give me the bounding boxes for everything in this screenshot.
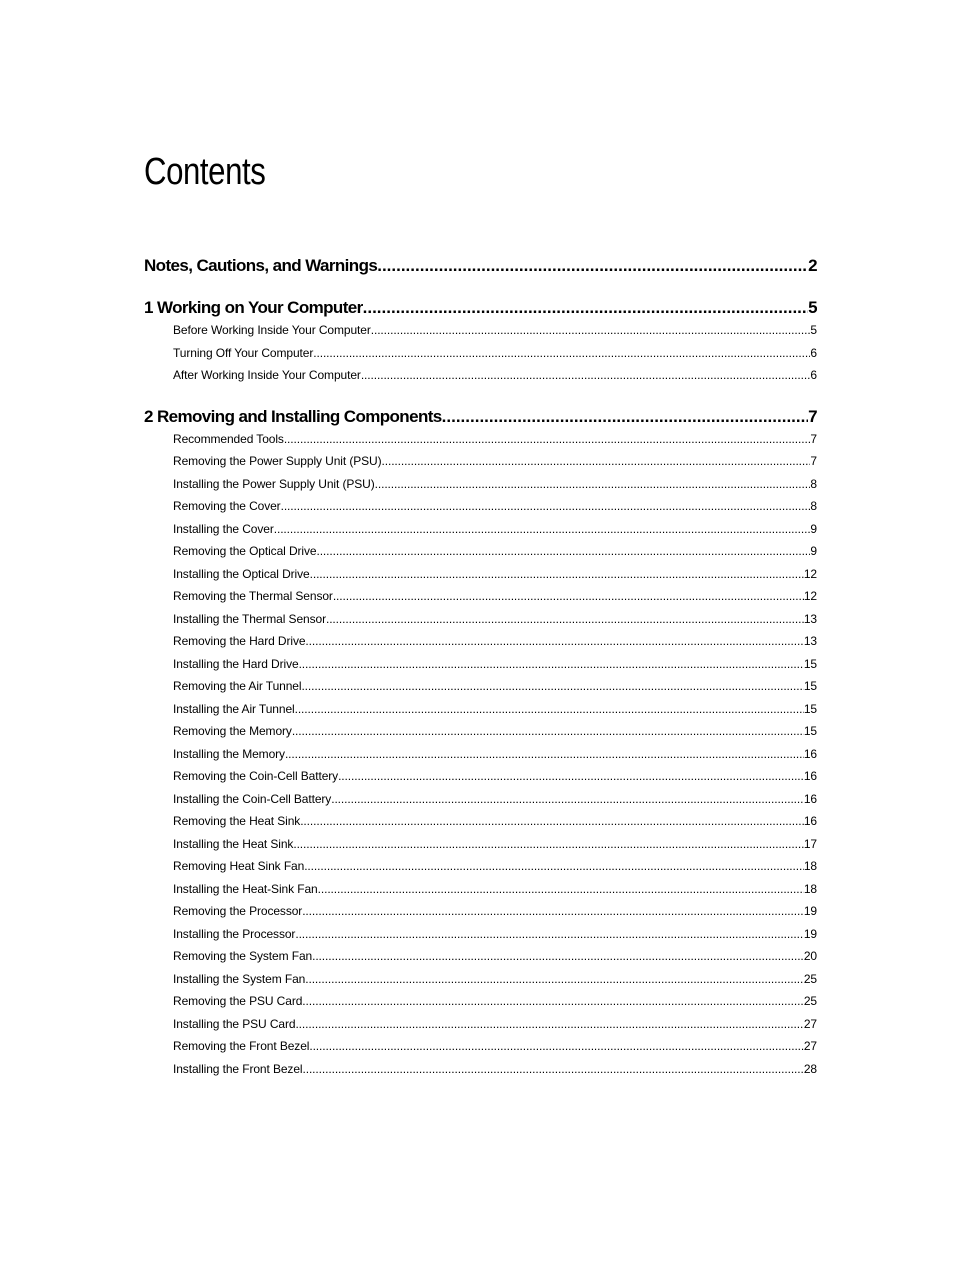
toc-section-title: Turning Off Your Computer — [173, 345, 314, 360]
toc-page-number: 5 — [808, 298, 817, 317]
toc-section-title: Installing the Air Tunnel — [173, 701, 295, 716]
dot-leader — [382, 450, 811, 473]
toc-section-entry[interactable] — [144, 540, 817, 563]
toc-section-title: Installing the Processor — [173, 926, 296, 941]
toc-page-number: 16 — [803, 769, 817, 783]
toc-page-number: 27 — [803, 1016, 817, 1031]
toc-section-title: Removing Heat Sink Fan — [173, 859, 305, 873]
toc-section-title: Removing the Air Tunnel — [173, 679, 302, 693]
toc-section-entry[interactable] — [144, 428, 817, 451]
dot-leader — [338, 765, 804, 788]
dot-leader — [333, 585, 804, 608]
toc-section-entry[interactable] — [144, 630, 817, 653]
toc-section-entry[interactable] — [144, 495, 817, 518]
toc-page-number: 27 — [803, 1039, 817, 1053]
toc-chapter-title: Notes, Cautions, and Warnings — [144, 256, 378, 275]
toc-section-title: Installing the Thermal Sensor — [173, 611, 326, 626]
toc-section-title: Installing the System Fan — [173, 971, 306, 986]
toc-page-number: 19 — [803, 904, 817, 918]
toc-section-title: Removing the Front Bezel — [173, 1039, 310, 1053]
toc-section-entry[interactable] — [144, 450, 817, 473]
toc-section-title: Removing the Cover — [173, 499, 281, 513]
toc-section-title: Removing the Processor — [173, 904, 303, 918]
toc-chapter-entry[interactable] — [144, 255, 817, 277]
toc-page-number: 8 — [810, 476, 817, 491]
dot-leader — [304, 855, 804, 878]
table-of-contents — [144, 255, 817, 1080]
toc-section-title: Removing the Hard Drive — [173, 634, 306, 648]
toc-section-entry[interactable] — [144, 788, 817, 811]
toc-section-title: Removing the Coin-Cell Battery — [173, 769, 339, 783]
toc-section-title: Removing the PSU Card — [173, 994, 303, 1008]
dot-leader — [363, 297, 809, 319]
toc-section-title: Installing the Power Supply Unit (PSU) — [173, 476, 375, 491]
toc-section-title: Recommended Tools — [173, 431, 284, 446]
dot-leader — [301, 675, 803, 698]
toc-page-number: 16 — [803, 791, 817, 806]
toc-section-title: Removing the Heat Sink — [173, 814, 301, 828]
toc-section-entry[interactable] — [144, 855, 817, 878]
toc-section-title: Installing the Coin-Cell Battery — [173, 791, 332, 806]
dot-leader — [285, 743, 804, 766]
toc-page-number: 28 — [803, 1061, 817, 1076]
toc-section-entry[interactable] — [144, 342, 817, 365]
dot-leader — [377, 255, 808, 277]
toc-section-entry[interactable] — [144, 1013, 817, 1036]
dot-leader — [305, 630, 803, 653]
toc-section-entry[interactable] — [144, 945, 817, 968]
toc-section-entry[interactable] — [144, 1035, 817, 1058]
toc-page-number: 15 — [803, 701, 817, 716]
toc-page-number: 18 — [803, 881, 817, 896]
toc-section-entry[interactable] — [144, 968, 817, 991]
toc-page-number: 16 — [803, 746, 817, 761]
dot-leader — [284, 428, 811, 451]
toc-section-entry[interactable] — [144, 319, 817, 342]
toc-page-number: 17 — [803, 836, 817, 851]
toc-section-entry[interactable] — [144, 653, 817, 676]
toc-section-entry[interactable] — [144, 878, 817, 901]
toc-page-number: 15 — [803, 679, 817, 693]
dot-leader — [295, 698, 804, 721]
dot-leader — [375, 473, 811, 496]
toc-section-entry[interactable] — [144, 765, 817, 788]
toc-page-number: 6 — [810, 345, 817, 360]
toc-page-number: 25 — [803, 971, 817, 986]
toc-page-number: 7 — [810, 431, 817, 446]
dot-leader — [326, 608, 804, 631]
toc-section-entry[interactable] — [144, 473, 817, 496]
toc-section-title: Removing the System Fan — [173, 949, 313, 963]
toc-section-title: Installing the Heat-Sink Fan — [173, 881, 318, 896]
dot-leader — [309, 1035, 804, 1058]
dot-leader — [305, 968, 804, 991]
dot-leader — [371, 319, 811, 342]
toc-section-title: Removing the Thermal Sensor — [173, 589, 333, 603]
toc-section-entry[interactable] — [144, 833, 817, 856]
dot-leader — [318, 878, 804, 901]
toc-page-number: 13 — [803, 634, 817, 648]
toc-section-title: Installing the Optical Drive — [173, 566, 310, 581]
toc-page-number: 9 — [810, 544, 817, 558]
dot-leader — [300, 810, 804, 833]
toc-page-number: 6 — [810, 368, 817, 382]
toc-section-entry[interactable] — [144, 990, 817, 1013]
dot-leader — [442, 406, 808, 428]
dot-leader — [274, 518, 811, 541]
dot-leader — [295, 1013, 803, 1036]
toc-section-entry[interactable] — [144, 720, 817, 743]
dot-leader — [281, 495, 811, 518]
toc-section-title: Installing the PSU Card — [173, 1016, 296, 1031]
toc-page-number: 2 — [808, 256, 817, 275]
toc-page-number: 20 — [803, 949, 817, 963]
dot-leader — [292, 720, 804, 743]
dot-leader — [312, 945, 804, 968]
toc-section-entry[interactable] — [144, 675, 817, 698]
toc-page-number: 7 — [808, 406, 817, 426]
toc-section-entry[interactable] — [144, 1058, 817, 1081]
dot-leader — [295, 923, 804, 946]
toc-page-number: 13 — [803, 611, 817, 626]
toc-section-entry[interactable] — [144, 810, 817, 833]
toc-section-entry[interactable] — [144, 743, 817, 766]
toc-section-entry[interactable] — [144, 585, 817, 608]
page-title: Contents — [144, 151, 266, 193]
dot-leader — [361, 364, 811, 387]
toc-section-title: Removing the Power Supply Unit (PSU) — [173, 454, 382, 468]
toc-section-entry[interactable] — [144, 518, 817, 541]
toc-section-title: Installing the Heat Sink — [173, 836, 294, 851]
toc-chapter-entry[interactable] — [144, 406, 817, 428]
toc-chapter-title: 1 Working on Your Computer — [144, 298, 363, 317]
toc-page-number: 7 — [810, 454, 817, 468]
toc-section-title: Removing the Memory — [173, 724, 292, 738]
toc-page-number: 19 — [803, 926, 817, 941]
toc-section-title: Installing the Cover — [173, 521, 274, 536]
dot-leader — [316, 540, 810, 563]
dot-leader — [293, 833, 804, 856]
toc-page-number: 8 — [810, 499, 817, 513]
dot-leader — [302, 990, 804, 1013]
toc-page-number: 25 — [803, 994, 817, 1008]
toc-page-number: 12 — [803, 589, 817, 603]
toc-section-title: Before Working Inside Your Computer — [173, 323, 371, 337]
toc-section-entry[interactable] — [144, 563, 817, 586]
toc-page-number: 18 — [803, 859, 817, 873]
dot-leader — [302, 1058, 803, 1081]
dot-leader — [299, 653, 804, 676]
toc-section-entry[interactable] — [144, 698, 817, 721]
toc-chapter-entry[interactable] — [144, 297, 817, 319]
toc-section-title: After Working Inside Your Computer — [173, 368, 361, 382]
toc-section-title: Installing the Hard Drive — [173, 656, 299, 671]
toc-section-entry[interactable] — [144, 900, 817, 923]
toc-section-title: Installing the Front Bezel — [173, 1061, 303, 1076]
toc-page-number: 9 — [810, 521, 817, 536]
toc-section-entry[interactable] — [144, 608, 817, 631]
dot-leader — [302, 900, 804, 923]
toc-chapter-title: 2 Removing and Installing Components — [144, 406, 442, 426]
toc-page-number: 15 — [803, 724, 817, 738]
toc-page-number: 15 — [803, 656, 817, 671]
toc-section-title: Removing the Optical Drive — [173, 544, 317, 558]
dot-leader — [310, 563, 804, 586]
toc-page-number: 5 — [810, 323, 817, 337]
toc-page-number: 12 — [803, 566, 817, 581]
dot-leader — [313, 342, 810, 365]
toc-page-number: 16 — [803, 814, 817, 828]
toc-section-title: Installing the Memory — [173, 746, 285, 761]
toc-section-entry[interactable] — [144, 364, 817, 387]
toc-section-entry[interactable] — [144, 923, 817, 946]
dot-leader — [331, 788, 804, 811]
